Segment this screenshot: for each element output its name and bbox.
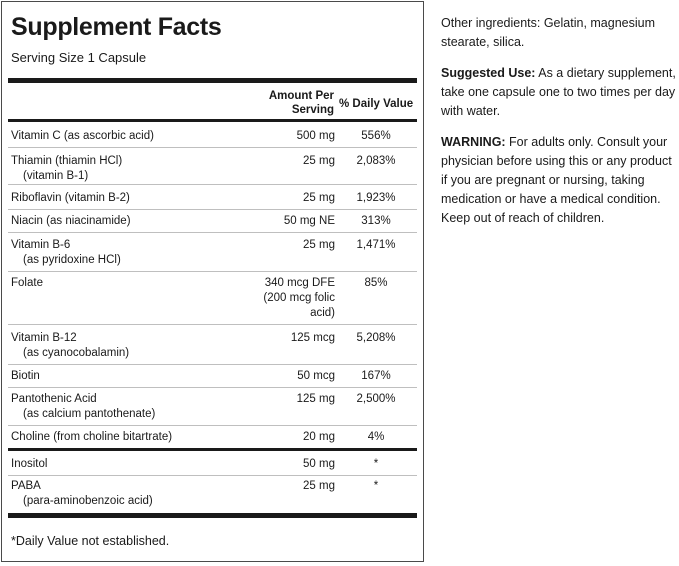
nutrient-name: Vitamin B-12 (as cyanocobalamin) [11, 332, 130, 359]
row-divider [8, 475, 417, 476]
nutrient-daily-value: 1,471% [356, 239, 396, 251]
row-divider [8, 271, 417, 272]
nutrient-amount: 25 mg [303, 155, 335, 167]
row-divider [8, 324, 417, 325]
nutrient-name: Vitamin C (as ascorbic acid) [11, 130, 154, 142]
nutrient-amount: 125 mcg [290, 332, 335, 344]
row-divider [8, 209, 417, 210]
nutrient-amount: 340 mcg DFE (200 mcg folic acid) [263, 277, 335, 319]
nutrient-daily-value: 556% [361, 130, 391, 142]
other-ingredients: Other ingredients: Gelatin, magnesium stearate, silica. [441, 16, 655, 49]
nutrient-amount: 25 mg [303, 192, 335, 204]
nutrient-daily-value: 2,500% [356, 393, 396, 405]
nutrient-amount: 50 mg NE [283, 215, 335, 227]
nutrient-amount: 50 mg [303, 458, 335, 470]
serving-size: Serving Size 1 Capsule [11, 50, 147, 65]
nutrient-daily-value: * [373, 458, 379, 470]
footnote: *Daily Value not established. [11, 534, 170, 548]
nutrient-amount: 500 mg [296, 130, 335, 142]
nutrient-name: Inositol [11, 458, 48, 470]
nutrient-amount: 25 mg [303, 239, 335, 251]
nutrient-daily-value: 2,083% [356, 155, 396, 167]
supplement-facts-panel [1, 1, 424, 562]
nutrient-amount: 20 mg [303, 431, 335, 443]
nutrient-daily-value: 167% [361, 370, 391, 382]
nutrient-name: Pantothenic Acid (as calcium pantothenate) [11, 393, 156, 420]
side-info [441, 14, 679, 240]
warning [441, 133, 679, 228]
suggested-use [441, 64, 679, 121]
nutrient-name: Choline (from choline bitartrate) [11, 431, 173, 443]
row-divider [8, 147, 417, 148]
nutrient-daily-value: 313% [361, 215, 391, 227]
panel-title: Supplement Facts [11, 13, 222, 41]
suggested-use-label: Suggested Use: [441, 66, 536, 80]
section-divider [8, 448, 417, 451]
nutrient-name: Biotin [11, 370, 40, 382]
nutrient-daily-value: 85% [364, 277, 388, 289]
amount-header-line1: Amount Per [268, 90, 334, 102]
nutrient-amount: 125 mg [296, 393, 335, 405]
header-divider [8, 119, 417, 122]
nutrient-daily-value: 1,923% [356, 192, 396, 204]
row-divider [8, 232, 417, 233]
nutrient-daily-value: 5,208% [356, 332, 396, 344]
nutrient-name: Riboflavin (vitamin B-2) [11, 192, 130, 204]
nutrient-name: PABA (para-aminobenzoic acid) [11, 480, 153, 507]
row-divider [8, 184, 417, 185]
nutrient-amount: 50 mcg [297, 370, 335, 382]
nutrient-daily-value: 4% [367, 431, 385, 443]
warning-label: WARNING: [441, 135, 506, 149]
nutrient-name: Vitamin B-6 (as pyridoxine HCl) [11, 239, 121, 266]
amount-per-serving-header [269, 89, 334, 117]
row-divider [8, 364, 417, 365]
daily-value-header: % Daily Value [339, 98, 414, 110]
row-divider [8, 387, 417, 388]
top-divider [8, 78, 417, 83]
suggested-use-text: As a dietary supplement, take one capsule one to two times per day with water. [441, 66, 676, 118]
nutrient-name: Niacin (as niacinamide) [11, 215, 131, 227]
amount-header-line2: Serving [291, 104, 334, 116]
row-divider [8, 425, 417, 426]
warning-text: For adults only. Consult your physician before using this or any product if you are pregnant or nursing, taking medication or have a medical condition. Keep out of reach of children. [441, 135, 672, 225]
nutrient-daily-value: * [373, 480, 379, 492]
nutrient-name: Thiamin (thiamin HCl) (vitamin B-1) [11, 155, 123, 182]
nutrient-amount: 25 mg [303, 480, 335, 492]
bottom-divider [8, 513, 417, 518]
nutrient-name: Folate [11, 277, 43, 289]
